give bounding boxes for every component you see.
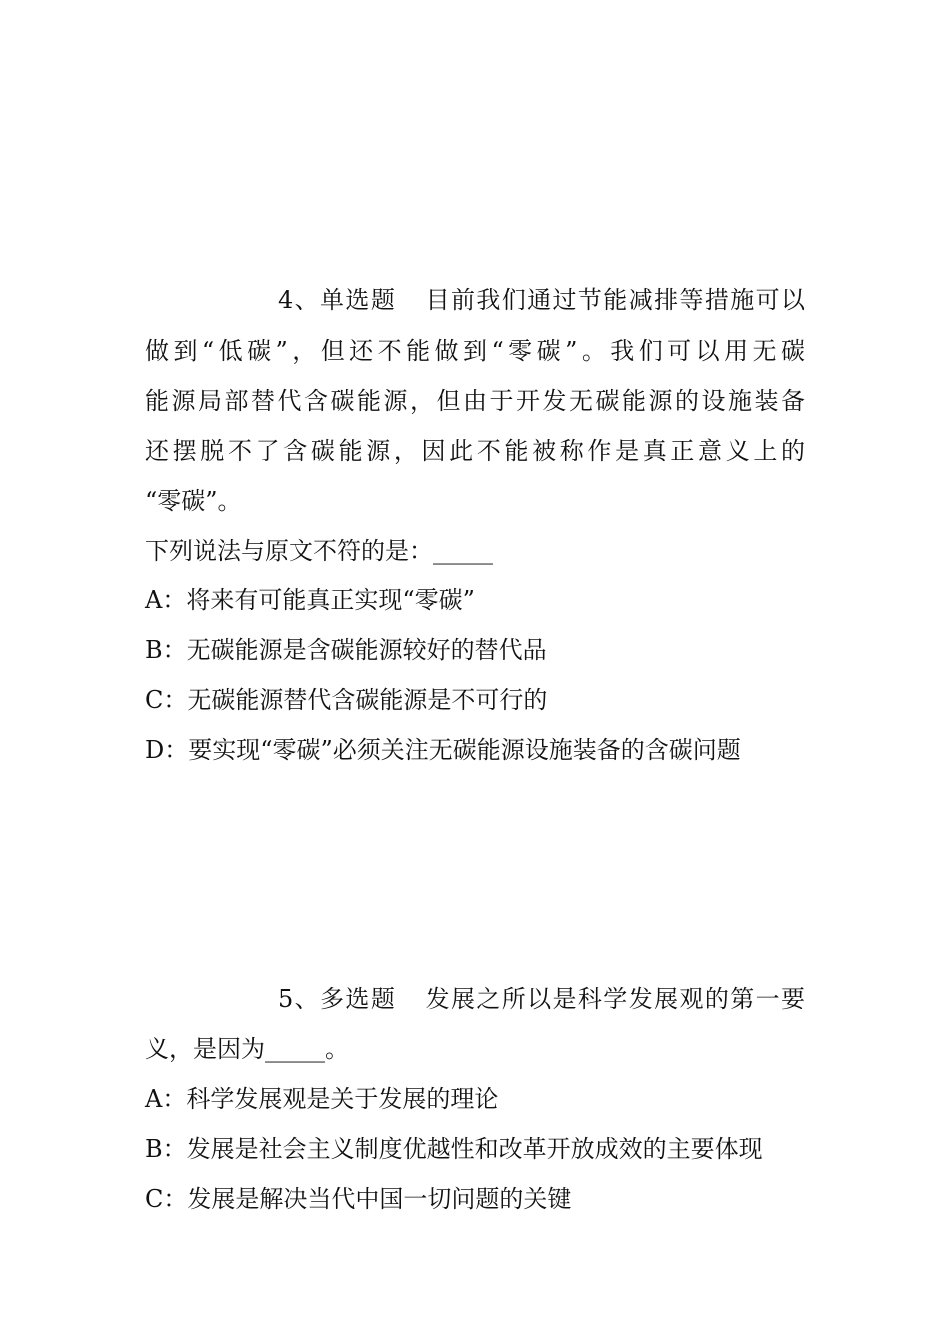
q4-type: 单选题 (320, 286, 397, 314)
q4-option-a: A：将来有可能真正实现“零碳” (145, 586, 475, 614)
q4-option-c: C：无碳能源替代含碳能源是不可行的 (145, 686, 548, 714)
q5-stem-line-2: 义，是因为_____。 (145, 1035, 349, 1063)
q5-option-a: A：科学发展观是关于发展的理论 (145, 1085, 499, 1113)
q4-stem-line-2: 做到“低碳”，但还不能做到“零碳”。我们可以用无碳 (145, 337, 805, 365)
q4-stem-line-1: 目前我们通过节能减排等措施可以 (424, 286, 806, 314)
q4-stem-line-4: 还摆脱不了含碳能源，因此不能被称作是真正意义上的 (145, 437, 805, 465)
q4-number: 4、 (278, 286, 321, 314)
q4-stem-line-5: “零碳”。 (145, 487, 242, 515)
q5-option-c: C：发展是解决当代中国一切问题的关键 (145, 1185, 572, 1213)
q4-stem-line-3: 能源局部替代含碳能源，但由于开发无碳能源的设施装备 (145, 387, 805, 415)
q5-header-line (278, 982, 805, 1016)
q4-option-b: B：无碳能源是含碳能源较好的替代品 (145, 636, 547, 664)
q5-stem-line-1: 发展之所以是科学发展观的第一要 (424, 985, 806, 1013)
q5-type: 多选题 (320, 985, 397, 1013)
q4-option-d: D：要实现“零碳”必须关注无碳能源设施装备的含碳问题 (145, 736, 741, 764)
q4-question: 下列说法与原文不符的是：_____ (145, 537, 493, 565)
q5-option-b: B：发展是社会主义制度优越性和改革开放成效的主要体现 (145, 1135, 763, 1163)
q5-number: 5、 (278, 985, 321, 1013)
q4-header-line (278, 283, 805, 317)
